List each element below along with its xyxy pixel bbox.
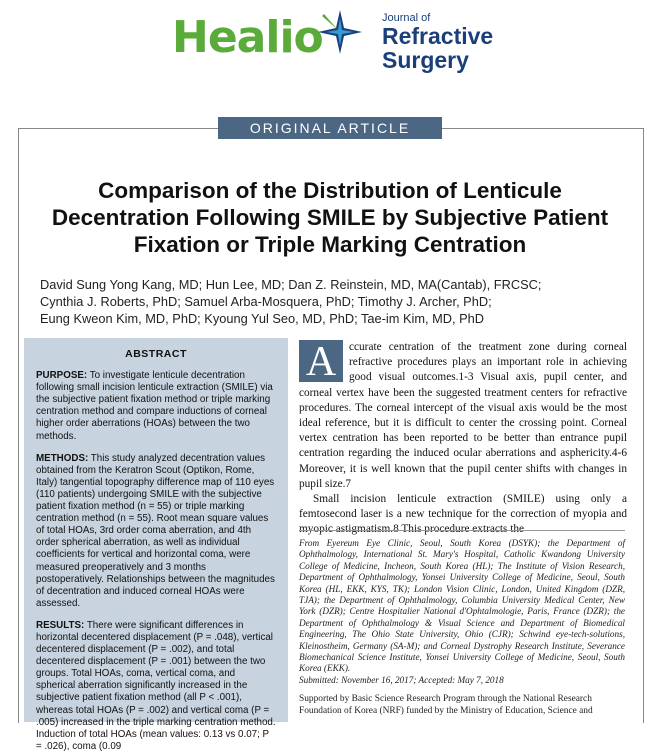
footnote-divider <box>299 530 625 531</box>
body-column <box>299 340 627 538</box>
abstract-results <box>36 620 276 753</box>
methods-text: This study analyzed decentration values obtained from the Keratron Scout (Optikon, Rome, Italy) tangential topography difference map of 110 eyes (110 patients) undergoing SMILE with the subjective patient fixation method (n = 55) or triple marking centration method (n = 55). Root mean square values of total HOAs, 3rd order coma aberration, and 4th order spherical aberration, as well as individual coefficients for vertical and horizontal coma, were measured preoperatively and 3 months postoperatively. Relationships between the magnitudes of decentration and induced corneal HOAs were assessed. <box>36 452 275 609</box>
abstract-methods <box>36 453 276 610</box>
abstract-purpose <box>36 370 276 443</box>
author-line: David Sung Yong Kang, MD; Hun Lee, MD; Dan Z. Reinstein, MD, MA(Cantab), FRCSC; <box>40 277 542 292</box>
author-line: Eung Kweon Kim, MD, PhD; Kyoung Yul Seo, MD, PhD; Tae-im Kim, MD, PhD <box>40 311 485 326</box>
funding-note: Supported by Basic Science Research Program through the National Research Foundation of Korea (NRF) funded by the Ministry of Education, Science and <box>299 694 593 716</box>
submission-dates: Submitted: November 16, 2017; Accepted: May 7, 2018 <box>299 675 504 685</box>
body-paragraph-1: ccurate centration of the treatment zone during corneal refractive procedures plays an important role in achieving good visual outcomes.1-3 Visual axis, pupil center, and corneal vertex have been the suggested treatment centers for refractive procedures. The corneal intercept of the visual axis would be the most ideal reference, but it is difficult to center the crossing point. Corneal vertex centration has been reported to be better than entrance pupil centration regarding the induced ocular aberrations and asphericity.4-6 Moreover, it is well known that the pupil center shifts with changes in pupil size.7 <box>299 341 627 490</box>
drop-cap: A <box>299 340 343 382</box>
site-header <box>0 0 658 80</box>
abstract-heading: ABSTRACT <box>125 348 187 360</box>
abstract-box <box>24 338 288 752</box>
journal-name-line2: Surgery <box>382 47 469 73</box>
section-tag: ORIGINAL ARTICLE <box>218 117 442 139</box>
body-paragraph-2: Small incision lenticule extraction (SMILE) using only a femtosecond laser is a new technique for the correction of myopia and myopic astigmatism.8 This procedure extracts the <box>299 493 627 536</box>
journal-name-line1: Refractive <box>382 23 494 49</box>
journal-logo[interactable] <box>382 12 493 72</box>
healio-logo[interactable]: Healio <box>172 12 323 63</box>
purpose-label: PURPOSE: <box>36 370 88 382</box>
journal-of-label: Journal of <box>382 12 431 24</box>
star-logo-icon <box>316 8 364 56</box>
results-label: RESULTS: <box>36 619 85 631</box>
results-text: There were significant differences in horizontal decentered displacement (P = .048), vertical decentered displacement (P = .002), and total decentered displacement (P = .001) between the two groups. Total HOAs, coma, vertical coma, and spherical aberration significantly increased in the subjective patient fixation method (all P < .001), whereas total HOAs (P = .002) and vertical coma (P = .005) increased in the triple marking centration method. Induction of total HOAs (mean values: 0.13 vs 0.07; P = .026), coma (0.09 <box>36 619 276 752</box>
author-line: Cynthia J. Roberts, PhD; Samuel Arba-Mosquera, PhD; Timothy J. Archer, PhD; <box>40 294 492 309</box>
author-list <box>40 276 625 327</box>
purpose-text: To investigate lenticule decentration following small incision lenticule extraction (SMILE) via the subjective patient fixation method or triple marking centration method and compare inductions of corneal higher order aberrations (HOAs) between the two methods. <box>36 370 273 442</box>
article-title: Comparison of the Distribution of Lenticule Decentration Following SMILE by Subjective Patient Fixation or Triple Marking Centration <box>51 178 609 257</box>
methods-label: METHODS: <box>36 452 89 464</box>
affiliations-footnote: From Eyereum Eye Clinic, Seoul, South Korea (DSYK); the Department of Ophthalmology, International St. Mary's Hospital, Catholic Kwandong University College of Medicine, Incheon, South Korea (HL); The Institute of Vision Research, Department of Ophthalmology, Yonsei University College of Medicine, Seoul, South Korea (HL, EKK, KYS, TK); London Vision Clinic, London, United Kingdom (DZR, TJA); the Department of Ophthalmology, Columbia University Medical Center, New York (DZR); Centre Hospitalier National d'Ophtalmologie, Paris, France (DZR); the Department of Ophthalmology & Visual Science and Department of Biomedical Engineering, The Ohio State University, Ohio (CJR); Schwind eye-tech-solutions, Kleinostheim, Germany (SA-M); and Corneal Dystrophy Research Institute, Severance Biomechanical Science Institute, Yonsei University College of Medicine, Seoul, South Korea (EKK). <box>299 538 625 674</box>
